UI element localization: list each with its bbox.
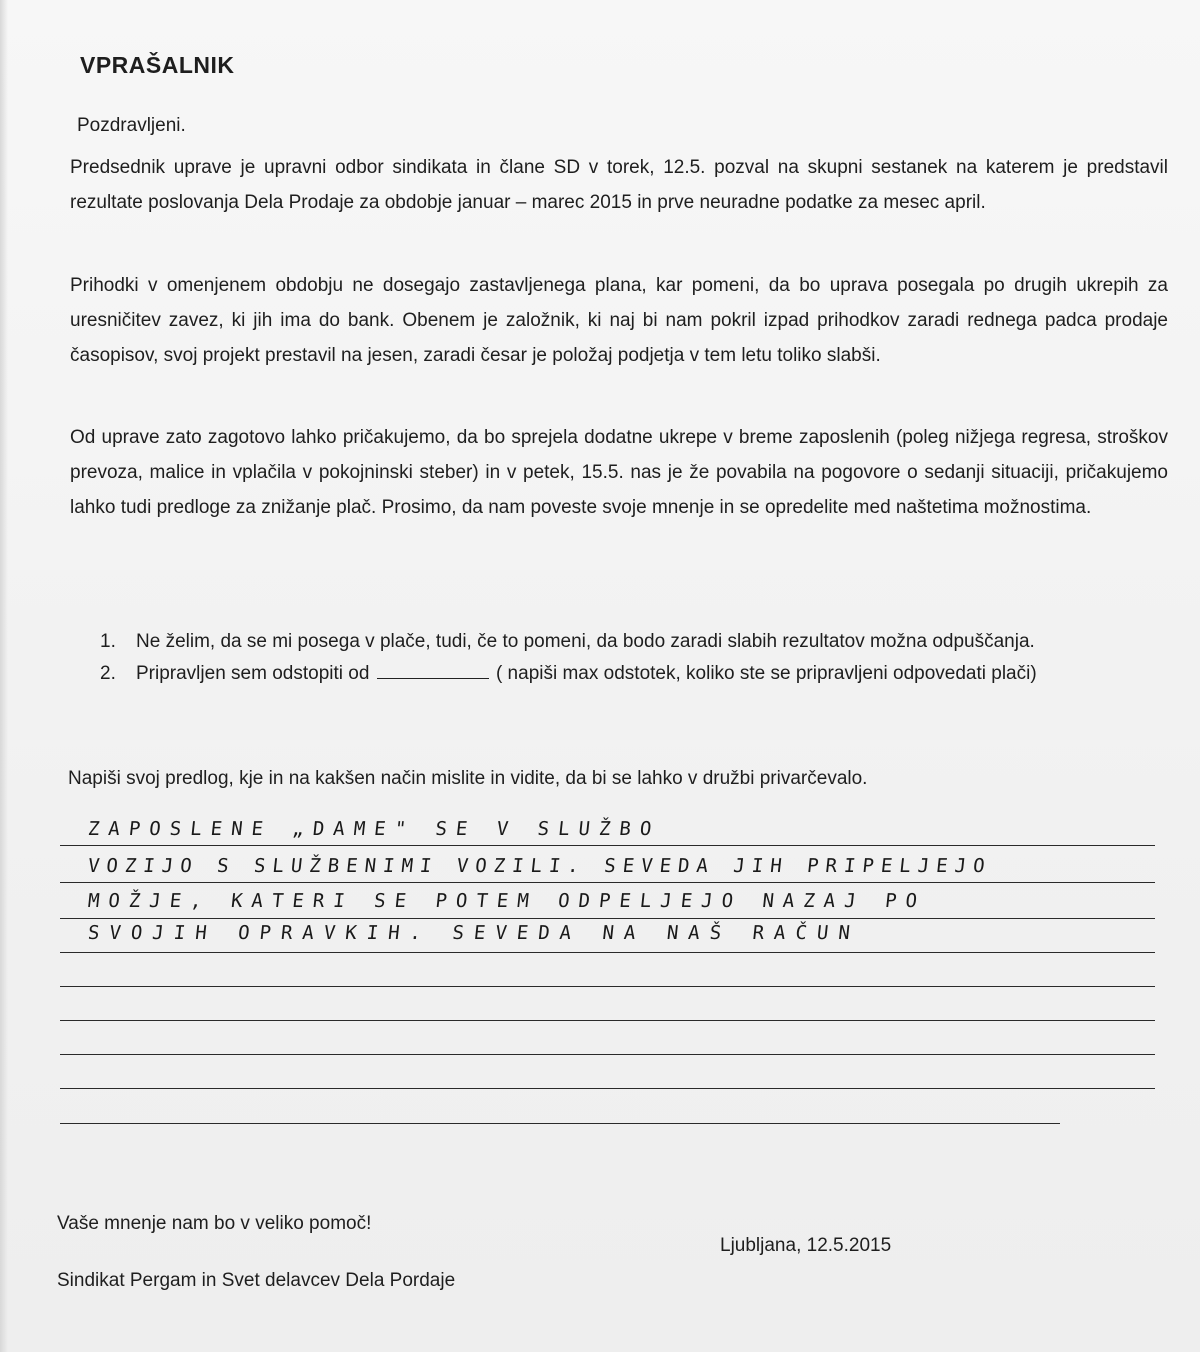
answer-line bbox=[60, 986, 1155, 987]
answer-line bbox=[60, 1123, 1060, 1124]
closing-note: Vaše mnenje nam bo v veliko pomoč! bbox=[57, 1213, 372, 1234]
answer-line bbox=[60, 1054, 1155, 1055]
handwritten-line: SVOJIH OPRAVKIH. SEVEDA NA NAŠ RAČUN bbox=[86, 922, 861, 944]
answer-line bbox=[60, 882, 1155, 883]
handwritten-line: MOŽJE, KATERI SE POTEM ODPELJEJO NAZAJ PO bbox=[86, 890, 928, 912]
document-title: VPRAŠALNIK bbox=[80, 52, 235, 78]
answer-line bbox=[60, 1020, 1155, 1021]
paragraph-measures: Od uprave zato zagotovo lahko pričakujemo, da bo sprejela dodatne ukrepe v breme zaposlenih (poleg nižjega regresa, stroškov prevoza, malice in vplačila v pokojninski steber) in v petek, 15.5. nas je že povabila na pogovore o sedanji situaciji, pričakujemo lahko tudi predloge za znižanje plač. Prosimo, da nam poveste svoje mnenje in se opredelite med naštetima možnostima. bbox=[70, 427, 1168, 518]
answer-line bbox=[60, 845, 1155, 846]
option-text-after: ( napiši max odstotek, koliko ste se pripravljeni odpovedati plači) bbox=[495, 663, 1037, 684]
answer-line bbox=[60, 918, 1155, 919]
percentage-blank-field[interactable] bbox=[377, 658, 489, 679]
answer-line bbox=[60, 1088, 1155, 1089]
option-number: 2. bbox=[100, 663, 116, 684]
option-text-before: Pripravljen sem odstopiti od bbox=[136, 663, 370, 684]
paragraph-revenue: Prihodki v omenjenem obdobju ne dosegajo zastavljenega plana, kar pomeni, da bo uprava posegala po drugih ukrepih za uresničitev zavez, ki jih ima do bank. Obenem je založnik, ki naj bi nam pokril izpad prihodkov zaradi rednega padca prodaje časopisov, svoj projekt prestavil na jesen, zaradi česar je položaj podjetja v tem letu toliko slabši. bbox=[70, 275, 1168, 366]
answer-line bbox=[60, 952, 1155, 953]
place-date: Ljubljana, 12.5.2015 bbox=[720, 1235, 892, 1256]
signature: Sindikat Pergam in Svet delavcev Dela Pordaje bbox=[57, 1270, 456, 1291]
suggestion-answer-area[interactable] bbox=[60, 800, 1160, 1160]
option-text: Ne želim, da se mi posega v plače, tudi, če to pomeni, da bodo zaradi slabih rezultatov možna odpuščanja. bbox=[136, 631, 1035, 652]
handwritten-line: ZAPOSLENE „DAME" SE V SLUŽBO bbox=[86, 818, 662, 840]
paper-edge-shadow bbox=[0, 0, 8, 1352]
greeting: Pozdravljeni. bbox=[77, 115, 186, 136]
option-2[interactable] bbox=[100, 658, 1160, 690]
paragraph-meeting: Predsednik uprave je upravni odbor sindikata in člane SD v torek, 12.5. pozval na skupni sestanek na katerem je predstavil rezultate poslovanja Dela Prodaje za obdobje januar – marec 2015 in prve neuradne podatke za mesec april. bbox=[70, 157, 1168, 213]
option-1[interactable] bbox=[100, 626, 1160, 658]
handwritten-line: VOZIJO S SLUŽBENIMI VOZILI. SEVEDA JIH PRIPELJEJO bbox=[86, 855, 993, 877]
option-number: 1. bbox=[100, 631, 116, 652]
options-list bbox=[100, 626, 1160, 690]
suggestion-prompt: Napiši svoj predlog, kje in na kakšen način mislite in vidite, da bi se lahko v družbi privarčevalo. bbox=[68, 768, 868, 789]
